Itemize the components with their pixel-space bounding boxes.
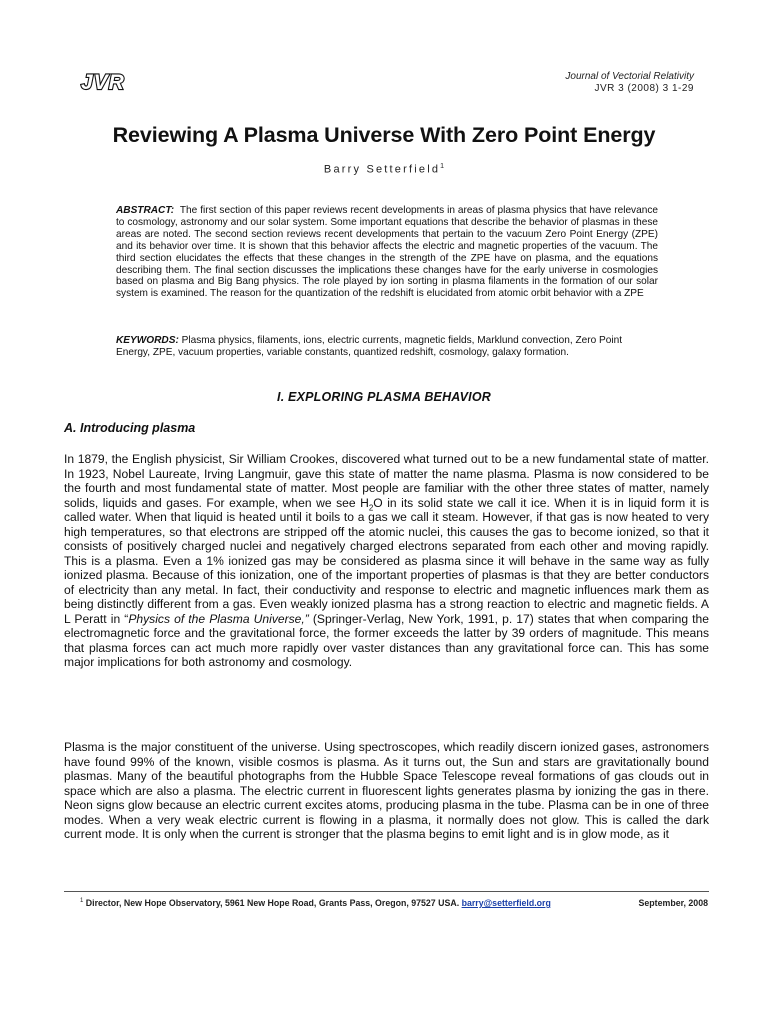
section-heading: I. EXPLORING PLASMA BEHAVIOR <box>277 390 491 404</box>
author-line <box>64 163 704 176</box>
keywords-text: Plasma physics, filaments, ions, electric currents, magnetic fields, Marklund convection, Zero Point Energy, ZPE, vacuum properties, variable constants, quantized redshift, cosmology, galaxy formation. <box>116 335 623 358</box>
journal-reference: JVR 3 (2008) 3 1-29 <box>594 83 694 94</box>
keywords-label: KEYWORDS: <box>116 335 179 346</box>
paragraph-1-part-b: O in its solid state we call it ice. When it is in liquid form it is called water. When that liquid is heated until it boils to a gas we call it steam. However, if that gas is now heated to very high temperatures, so that electrons are stripped off the atomic nuclei, this causes the gas to become ionized, so that it consists of positively charged nuclei and negatively charged electrons separated from each other and moving rapidly. This is a plasma. Even a 1% ionized gas may be considered as plasma since it will behave in the same way as fully ionized plasma. Because of this ionization, one of the important properties of plasmas is that they are better conductors of electricity than any metal. In fact, their conductivity and response to electric and magnetic influences mark them as being distinctly different from a gas. Even weakly ionized plasma has a strong reaction to electric and magnetic fields. A L Peratt in “ <box>64 495 709 626</box>
publication-date: September, 2008 <box>638 898 708 908</box>
author-email-link[interactable]: barry@setterfield.org <box>461 898 551 908</box>
abstract-label: ABSTRACT: <box>116 205 175 216</box>
subsection-heading: A. Introducing plasma <box>64 421 196 435</box>
book-title: Physics of the Plasma Universe,” <box>128 611 309 626</box>
footnote-divider <box>64 891 709 892</box>
paper-title: Reviewing A Plasma Universe With Zero Point Energy <box>112 123 656 147</box>
body-paragraph-1 <box>64 452 709 670</box>
footnote <box>80 898 708 908</box>
abstract <box>116 205 658 300</box>
paragraph-1-part-c: (Springer-Verlag, New York, 1991, p. 17) states that when comparing the electromagnetic force and the gravitational force, the former exceeds the latter by 39 orders of magnitude. This means that plasma forces can act much more rapidly over vaster distances than any gravitational force can. This has some major implications for both astronomy and cosmology. <box>64 611 709 669</box>
jvr-logo <box>80 71 148 93</box>
author-name: Barry Setterfield <box>323 163 441 176</box>
footnote-text: Director, New Hope Observatory, 5961 New Hope Road, Grants Pass, Oregon, 97527 USA. <box>85 898 462 908</box>
jvr-logo-text: JVR <box>81 71 125 93</box>
abstract-text: The first section of this paper reviews recent developments in areas of plasma physics that have relevance to cosmology, astronomy and our solar system. Some important equations that describe the behavior of plasmas in these areas are noted. The second section reviews recent developments that pertain to the vacuum Zero Point Energy (ZPE) and its behavior over time. It is shown that this behavior affects the electric and magnetic properties of the vacuum. The third section elucidates the effects that these changes in the strength of the ZPE have on plasma, and the equations describing them. The final section discusses the implications these changes have for the early universe in cosmologies based on plasma and Big Bang physics. The role played by ion sorting in plasma filaments in the formation of our solar system is examined. The reason for the quantization of the redshift is elucidated from atomic orbit behavior with a ZPE <box>116 205 658 300</box>
jvr-logo-graphic <box>80 71 148 93</box>
journal-info <box>565 71 694 95</box>
footnote-mark: 1 <box>80 898 84 905</box>
author-footnote-mark: 1 <box>440 163 445 170</box>
paragraph-1-part-a: In 1879, the English physicist, Sir William Crookes, discovered what turned out to be a new fundamental state of matter. In 1923, Nobel Laureate, Irving Langmuir, gave this state of matter the name plasma. Plasma is now considered to be the fourth and most fundamental state of matter. Most people are familiar with the other three states of matter, namely solids, liquids and gases. For example, when we see H <box>64 452 709 510</box>
body-paragraph-2: Plasma is the major constituent of the universe. Using spectroscopes, which readily discern ionized gases, astronomers have found 99% of the known, visible cosmos is plasma. As it turns out, the Sun and stars are gravitationally bound plasmas. Many of the beautiful photographs from the Hubble Space Telescope reveal formations of gas clouds out in space which are also a plasma. The electric current in fluorescent lights generates plasma by ionizing the gas in there. Neon signs glow because an electric current excites atoms, producing plasma in the tube. Plasma can be in one of three modes. When a very weak electric current is flowing in a plasma, it normally does not glow. This is called the dark current mode. It is only when the current is stronger that the plasma begins to emit light and is in glow mode, as it <box>64 740 709 841</box>
paragraph-1-subscript: 2 <box>368 502 374 512</box>
journal-name: Journal of Vectorial Relativity <box>565 71 694 82</box>
keywords <box>116 335 658 359</box>
